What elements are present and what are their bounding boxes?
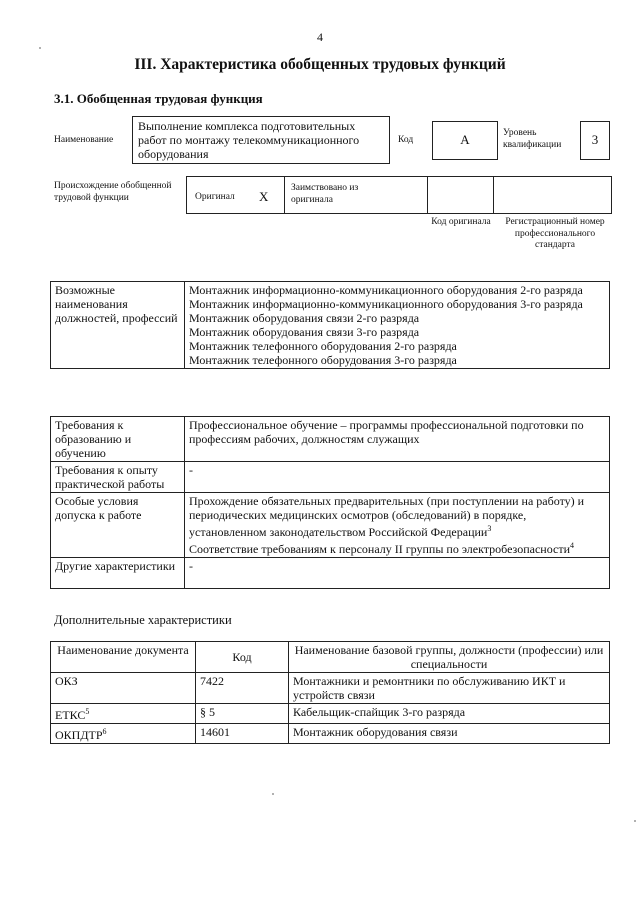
position-item: Монтажник оборудования связи 2-го разряда bbox=[189, 311, 420, 325]
row-name: Монтажник оборудования связи bbox=[289, 724, 610, 744]
code-value: А bbox=[460, 132, 470, 147]
page-number: 4 bbox=[317, 30, 323, 44]
additional-title: Дополнительные характеристики bbox=[54, 613, 232, 627]
row-name: Монтажники и ремонтники по обслуживанию ИКТ и устройств связи bbox=[289, 673, 610, 704]
other-label: Другие характеристики bbox=[51, 558, 185, 589]
conditions-label: Особые условия допуска к работе bbox=[51, 493, 185, 558]
footnote-6: 6 bbox=[102, 727, 107, 736]
row-name: Кабельщик-спайщик 3-го разряда bbox=[289, 704, 610, 724]
footnote-5: 5 bbox=[85, 707, 90, 716]
row-doc: ЕТКС$^5$ bbox=[51, 704, 196, 724]
conditions-value bbox=[185, 493, 610, 558]
reg-number-label: Регистрационный номер профессионального стандарта bbox=[505, 217, 605, 250]
row-doc: ОКПДТР$^6$ bbox=[51, 724, 196, 744]
row-doc: ОКЗ bbox=[51, 673, 196, 704]
borrowed-label: Заимствовано из оригинала bbox=[291, 183, 359, 205]
level-label: Уровень квалификации bbox=[503, 128, 562, 150]
original-label: Оригинал bbox=[195, 192, 235, 202]
experience-label: Требования к опыту практической работы bbox=[51, 462, 185, 493]
positions-table bbox=[50, 281, 610, 369]
table-row bbox=[51, 673, 610, 704]
scan-speck bbox=[634, 820, 636, 822]
original-mark: Х bbox=[259, 189, 269, 204]
positions-list bbox=[185, 282, 610, 369]
code-original-label: Код оригинала bbox=[431, 217, 491, 227]
origin-label: Происхождение обобщенной трудовой функции bbox=[54, 181, 172, 203]
other-value: - bbox=[185, 558, 610, 589]
code-label: Код bbox=[398, 135, 414, 145]
origin-divider-3 bbox=[493, 177, 494, 213]
position-item: Монтажник оборудования связи 3-го разряда bbox=[189, 325, 420, 339]
position-item: Монтажник телефонного оборудования 2-го разряда bbox=[189, 339, 457, 353]
position-item: Монтажник информационно-коммуникационного оборудования 2-го разряда bbox=[189, 283, 583, 297]
footnote-3: 3 bbox=[487, 524, 492, 533]
origin-divider-1 bbox=[284, 177, 285, 213]
requirements-table bbox=[50, 416, 610, 589]
table-row bbox=[51, 704, 610, 724]
origin-divider-2 bbox=[427, 177, 428, 213]
level-value: 3 bbox=[591, 132, 599, 147]
name-value: Выполнение комплекса подготовительных работ по монтажу телекоммуникационного оборудования bbox=[138, 119, 360, 161]
additional-table bbox=[50, 641, 610, 744]
table-row bbox=[51, 724, 610, 744]
function-title: 3.1. Обобщенная трудовая функция bbox=[54, 91, 263, 106]
position-item: Монтажник информационно-коммуникационного оборудования 3-го разряда bbox=[189, 297, 583, 311]
scan-speck bbox=[272, 793, 274, 795]
header-name: Наименование базовой группы, должности (профессии) или специальности bbox=[289, 642, 610, 673]
row-code: § 5 bbox=[196, 704, 289, 724]
scan-speck bbox=[39, 47, 41, 49]
origin-box bbox=[186, 176, 612, 214]
name-box bbox=[132, 116, 390, 164]
header-doc: Наименование документа bbox=[51, 642, 196, 673]
section-title: III. Характеристика обобщенных трудовых функций bbox=[134, 56, 506, 73]
conditions-text-1: Прохождение обязательных предварительных (при поступлении на работу) и периодических медицинских осмотров (обследований) в порядке, установленном законодательством Российской Федерации bbox=[189, 494, 585, 539]
education-value: Профессиональное обучение – программы профессиональной подготовки по профессиям рабочих, должностям служащих bbox=[185, 417, 610, 462]
conditions-text-2: Соответствие требованиям к персоналу II группы по электробезопасности bbox=[189, 542, 571, 556]
header-code: Код bbox=[196, 642, 289, 673]
level-box bbox=[580, 121, 610, 160]
row-code: 14601 bbox=[196, 724, 289, 744]
code-box bbox=[432, 121, 498, 160]
position-item: Монтажник телефонного оборудования 3-го разряда bbox=[189, 353, 457, 367]
positions-label: Возможные наименования должностей, профессий bbox=[51, 282, 185, 369]
experience-value: - bbox=[185, 462, 610, 493]
education-label: Требования к образованию и обучению bbox=[51, 417, 185, 462]
row-code: 7422 bbox=[196, 673, 289, 704]
name-label: Наименование bbox=[54, 135, 114, 145]
footnote-4: 4 bbox=[570, 541, 575, 550]
